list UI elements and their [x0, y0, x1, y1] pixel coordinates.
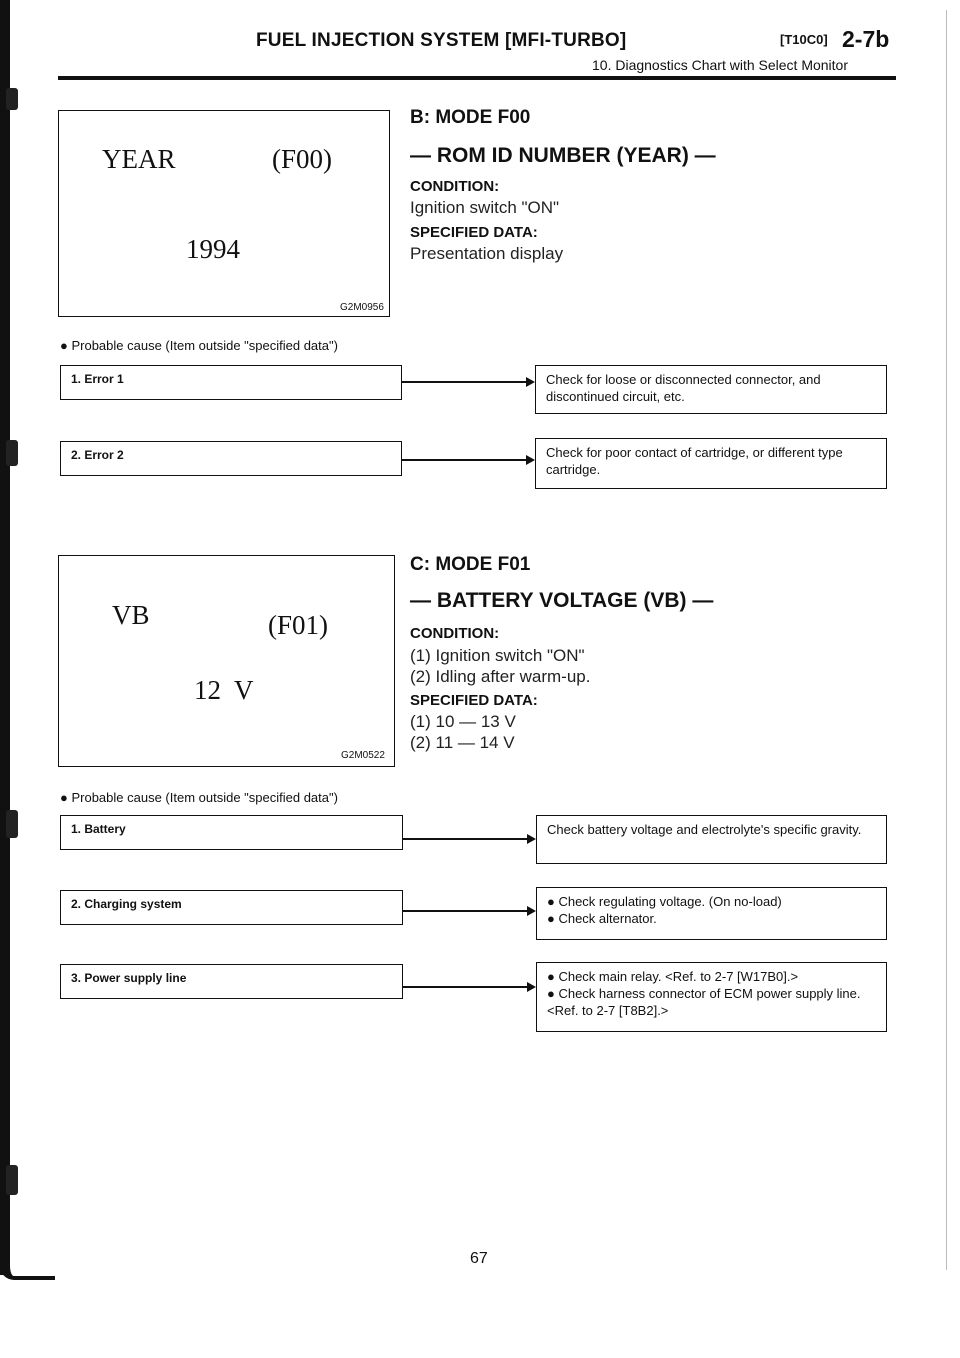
- arrow-head: [527, 834, 536, 844]
- monitor-display-f01: [58, 555, 395, 767]
- specified-text: Presentation display: [410, 244, 564, 263]
- binding-notch: [6, 1165, 18, 1195]
- remedy-text: Check for loose or disconnected connector, and discontinued circuit, etc.: [546, 372, 821, 404]
- specified-label: SPECIFIED DATA:: [410, 224, 538, 241]
- monitor-mode: (F00): [272, 144, 332, 174]
- specified-label: SPECIFIED DATA:: [410, 692, 538, 709]
- arrow-line: [403, 838, 527, 840]
- page-code: 2-7b: [842, 26, 890, 52]
- remedy-box: [536, 815, 887, 864]
- probable-cause-heading: ● Probable cause (Item outside "specified data"): [60, 338, 338, 353]
- page-number: 67: [470, 1250, 488, 1267]
- condition-label: CONDITION:: [410, 178, 500, 195]
- remedy-text: Check for poor contact of cartridge, or different type cartridge.: [546, 445, 843, 477]
- monitor-label: VB: [112, 600, 150, 630]
- remedy-line: ● Check alternator.: [547, 911, 657, 926]
- remedy-line: ● Check regulating voltage. (On no-load): [547, 894, 782, 909]
- binding-edge: [0, 0, 10, 1275]
- cause-box: [60, 964, 403, 999]
- cause-box: [60, 441, 402, 476]
- condition-text: Ignition switch "ON": [410, 198, 560, 217]
- arrow-head: [526, 377, 535, 387]
- specified-text: (2) 11 — 14 V: [410, 733, 515, 752]
- section-code: [T10C0]: [780, 32, 828, 47]
- binding-corner: [0, 1258, 55, 1280]
- figure-code: G2M0956: [340, 302, 384, 313]
- probable-cause-heading: ● Probable cause (Item outside "specified data"): [60, 790, 338, 805]
- page-header-subtitle: 10. Diagnostics Chart with Select Monitor: [592, 57, 848, 73]
- header-rule: [58, 76, 896, 80]
- arrow-head: [527, 982, 536, 992]
- binding-notch: [6, 440, 18, 466]
- arrow-line: [403, 910, 527, 912]
- monitor-label: YEAR: [102, 144, 176, 174]
- arrow-line: [402, 459, 526, 461]
- arrow-line: [403, 986, 527, 988]
- cause-text: 1. Error 1: [71, 372, 124, 386]
- monitor-display-f00: [58, 110, 390, 317]
- binding-notch: [6, 810, 18, 838]
- remedy-text: Check battery voltage and electrolyte's specific gravity.: [547, 822, 862, 837]
- monitor-value: 1994: [186, 234, 240, 264]
- cause-text: 2. Error 2: [71, 448, 124, 462]
- cause-text: 2. Charging system: [71, 897, 182, 911]
- arrow-line: [402, 381, 526, 383]
- condition-text: (1) Ignition switch "ON": [410, 646, 585, 665]
- cause-text: 1. Battery: [71, 822, 126, 836]
- arrow-head: [527, 906, 536, 916]
- page-header-title: FUEL INJECTION SYSTEM [MFI-TURBO]: [256, 30, 627, 51]
- section-title: B: MODE F00: [410, 107, 531, 128]
- section-subtitle: — ROM ID NUMBER (YEAR) —: [410, 144, 716, 167]
- section-subtitle: — BATTERY VOLTAGE (VB) —: [410, 589, 714, 612]
- specified-text: (1) 10 — 13 V: [410, 712, 516, 731]
- remedy-box: [535, 438, 887, 489]
- remedy-box: [535, 365, 887, 414]
- cause-box: [60, 890, 403, 925]
- scan-edge-line: [946, 10, 947, 1270]
- cause-box: [60, 365, 402, 400]
- monitor-mode: (F01): [268, 610, 328, 640]
- figure-code: G2M0522: [341, 750, 385, 761]
- remedy-line: ● Check harness connector of ECM power supply line. <Ref. to 2-7 [T8B2].>: [547, 986, 861, 1018]
- section-title: C: MODE F01: [410, 554, 531, 575]
- arrow-head: [526, 455, 535, 465]
- binding-notch: [6, 88, 18, 110]
- remedy-box: [536, 962, 887, 1032]
- remedy-line: ● Check main relay. <Ref. to 2-7 [W17B0].>: [547, 969, 799, 984]
- cause-box: [60, 815, 403, 850]
- remedy-box: [536, 887, 887, 940]
- cause-text: 3. Power supply line: [71, 971, 187, 985]
- monitor-value: 12 V: [194, 675, 254, 705]
- condition-text: (2) Idling after warm-up.: [410, 667, 591, 686]
- condition-label: CONDITION:: [410, 625, 500, 642]
